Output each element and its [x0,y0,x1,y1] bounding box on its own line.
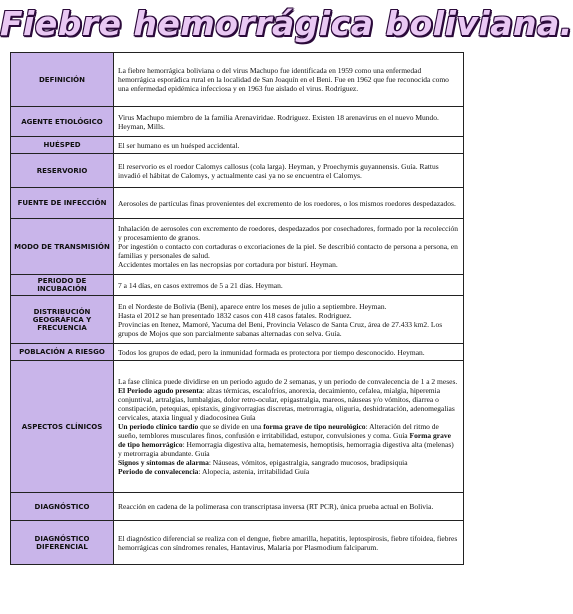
row-label: AGENTE ETIOLÓGICO [11,107,114,137]
bold-heading: El Periodo agudo presenta [118,386,203,395]
row-value [114,296,464,344]
row-label: HUÉSPED [11,137,114,154]
row-label: MODO DE TRANSMISIÓN [11,219,114,275]
row-label: DIAGNÓSTICO DIFERENCIAL [11,521,114,565]
row-label: DISTRIBUCIÓN GEOGRÁFICA Y FRECUENCIA [11,296,114,344]
text-line: Accidentes mortales en las necropsias por cortadura por bisturí. Heyman. [118,260,338,269]
table-row [11,296,464,344]
text-line [118,458,459,467]
text-line: En el Nordeste de Bolivia (Beni), aparece entre los meses de julio a septiembre. Heyman. [118,301,387,311]
text-span: : Alopecia, astenia, irritabilidad Guía [198,467,310,476]
row-value: El reservorio es el roedor Calomys callosus (cola larga). Heyman, y Proechymis guyannensis. Guía. Rattus invadió el hábitat de Calomys, y actualmente casi ya no se encuentra el Calomys. [114,154,464,188]
table-row [11,521,464,565]
text-line: Inhalación de aerosoles con excremento de roedores, despedazados por cosechadores, formado por la recolección y procesamiento de granos. [118,224,459,242]
row-value [114,361,464,493]
text-span: : Alteración del ritmo de sueño, temblores musculares finos, confusión e irritabilidad, estupor, convulsiones y coma. Guía [118,422,439,440]
text-line: La fase clínica puede dividirse en un periodo agudo de 2 semanas, y un periodo de convalecencia de 1 a 2 meses. [118,377,458,386]
bold-heading: Forma grave de tipo hemorrágico [118,431,451,449]
text-span: : Hemorragia digestiva alta, hematemesis, hemoptisis, hemorragia digestiva alta (melenas) y metrorragia abundante. Guía [118,440,454,458]
bold-heading: Un periodo clínico tardío [118,422,199,431]
text-span: : alzas térmicas, escalofríos, anorexia, decaimiento, cefalea, mialgia, hiperemia conjuntival, artralgias, lumbalgias, dolor retro-ocular, epigastralgia, mareos, náuseas y/o vómitos, diarrea o constipación, petequias, epistaxis, gingivorragias discretas, metrorragia, oliguria, deshidratación, adenomegalias cervicales, ataxia lingual y diadocosinea Guía [118,386,455,422]
row-label: ASPECTOS CLÍNICOS [11,361,114,493]
row-value: El ser humano es un huésped accidental. [114,137,464,154]
row-label: FUENTE DE INFECCIÓN [11,188,114,219]
row-value: Aerosoles de partículas finas provenientes del excremento de los roedores, o los mismos roedores despedazados. [114,188,464,219]
bold-heading: Periodo de convalecencia [118,467,199,476]
row-value: 7 a 14 días, en casos extremos de 5 a 21 días. Heyman. [114,275,464,296]
table-row [11,53,464,107]
row-label: POBLACIÓN A RIESGO [11,344,114,361]
table-row [11,137,464,154]
table-row [11,188,464,219]
row-label: PERIODO DE INCUBACIÓN [11,275,114,296]
bold-heading: Signos y síntomas de alarma [118,458,209,467]
table-row [11,493,464,521]
bold-heading: forma grave de tipo neurológico [263,422,366,431]
text-span: : Náuseas, vómitos, epigastralgia, sangrado mucosos, bradipsiquia [208,458,408,467]
row-value: Todos los grupos de edad, pero la inmunidad formada es protectora por tiempo desconocido. Heyman. [114,344,464,361]
table-row [11,275,464,296]
page-title: Fiebre hemorrágica boliviana. [0,4,573,43]
row-label: DIAGNÓSTICO [11,493,114,521]
table-row [11,107,464,137]
text-line: Por ingestión o contacto con cortaduras o excoriaciones de la piel. Se describió contacto de persona a persona, en familias y personales de salud. [118,242,458,260]
row-label: RESERVORIO [11,154,114,188]
table-row [11,344,464,361]
info-table [10,52,464,565]
text-line: Hasta el 2012 se han presentado 1832 casos con 418 casos fatales. Rodriguez. [118,310,352,320]
text-span: que se divide en una [198,422,264,431]
table-row [11,361,464,493]
row-value: Reacción en cadena de la polimerasa con transcriptasa inversa (RT PCR), única prueba actual en Bolivia. [114,493,464,521]
text-line: Provincias en Itenez, Mamoré, Yacuma del Beni, Provincia Velasco de Santa Cruz, área de 27.433 km2. Los grupos de Mojos que son parcialmente sabanas alternadas con selva. Guía. [118,319,443,338]
row-value: Virus Machupo miembro de la familia Arenaviridae. Rodriguez. Existen 18 arenavirus en el nuevo Mundo. Heyman, Mills. [114,107,464,137]
table-row [11,219,464,275]
row-value [114,219,464,275]
text-line [118,422,459,458]
table-row [11,154,464,188]
text-line [118,467,459,476]
row-label: DEFINICIÓN [11,53,114,107]
row-value: El diagnóstico diferencial se realiza con el dengue, fiebre amarilla, hepatitis, leptospirosis, fiebre tifoidea, fiebres hemorrágicas con síndromes renales, Hantavirus, Malaria por Plasmodium falciparum. [114,521,464,565]
text-line [118,386,459,422]
row-value: La fiebre hemorrágica boliviana o del virus Machupo fue identificada en 1959 como una enfermedad hemorrágica esporádica rural en la localidad de San Joaquín en el Beni. Fue en 1962 que fue reconocida como una enfermedad epidémica infecciosa y en 1963 fue aislado el virus. Rodríguez. [114,53,464,107]
